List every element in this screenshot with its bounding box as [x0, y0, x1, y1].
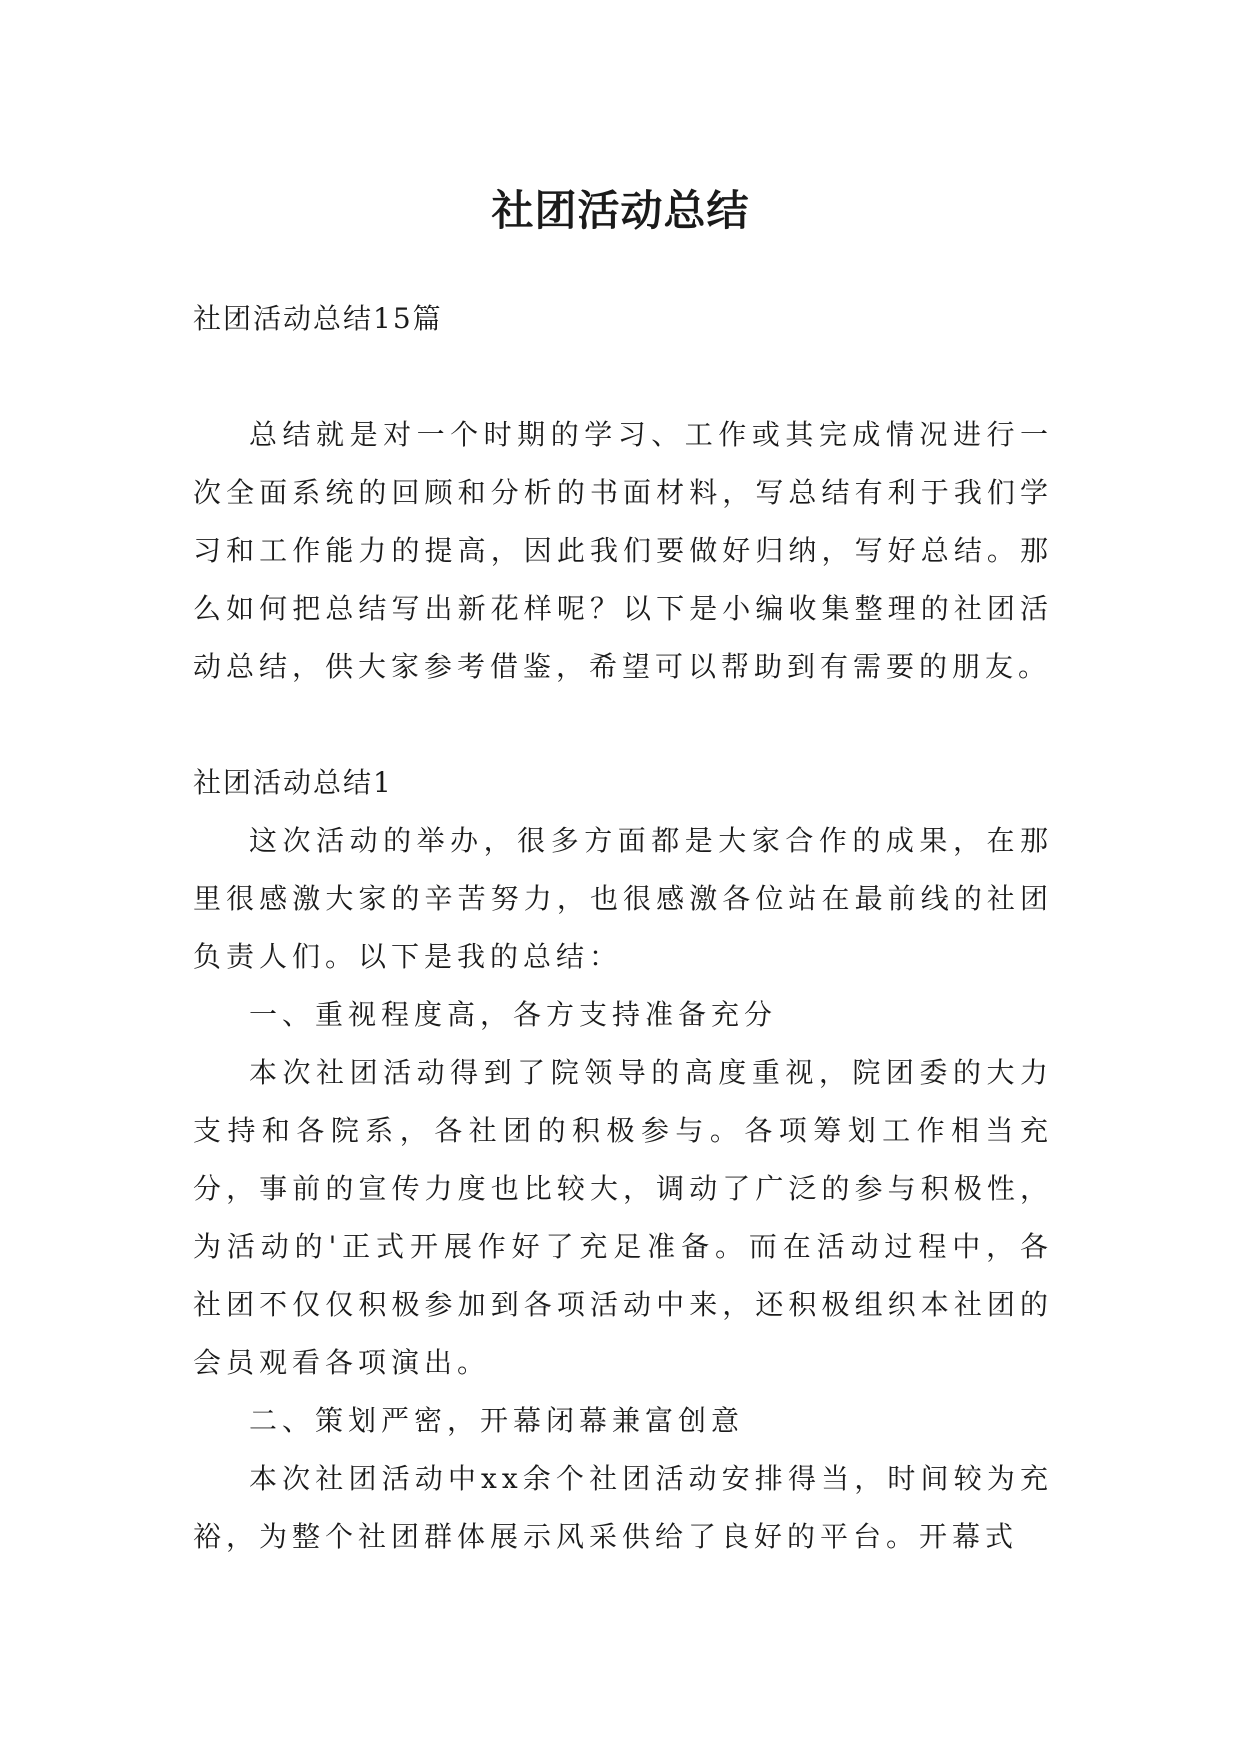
intro-paragraph: 总结就是对一个时期的学习、工作或其完成情况进行一次全面系统的回顾和分析的书面材料，写总结有利于我们学习和工作能力的提高，因此我们要做好归纳，写好总结。那么如何把总结写出新花样呢？以下是小编收集整理的社团活动总结，供大家参考借鉴，希望可以帮助到有需要的朋友。 [193, 418, 1053, 683]
subheading-2: 二、策划严密，开幕闭幕兼富创意 [249, 1404, 745, 1437]
body-paragraph: 本次社团活动中xx余个社团活动安排得当，时间较为充裕，为整个社团群体展示风采供给了良好的平台。开幕式 [193, 1462, 1053, 1553]
document-subtitle: 社团活动总结15篇 [193, 302, 443, 335]
body-paragraph: 这次活动的举办，很多方面都是大家合作的成果，在那里很感激大家的辛苦努力，也很感激各位站在最前线的社团负责人们。以下是我的总结： [193, 824, 1053, 973]
subheading-1: 一、重视程度高，各方支持准备充分 [249, 998, 778, 1031]
document-body [193, 290, 1053, 1566]
body-paragraph: 本次社团活动得到了院领导的高度重视，院团委的大力支持和各院系，各社团的积极参与。各项筹划工作相当充分，事前的宣传力度也比较大，调动了广泛的参与积极性，为活动的'正式开展作好了充足准备。而在活动过程中，各社团不仅仅积极参加到各项活动中来，还积极组织本社团的会员观看各项演出。 [193, 1056, 1053, 1379]
document-title: 社团活动总结 [491, 186, 750, 236]
section-heading: 社团活动总结1 [193, 766, 393, 799]
